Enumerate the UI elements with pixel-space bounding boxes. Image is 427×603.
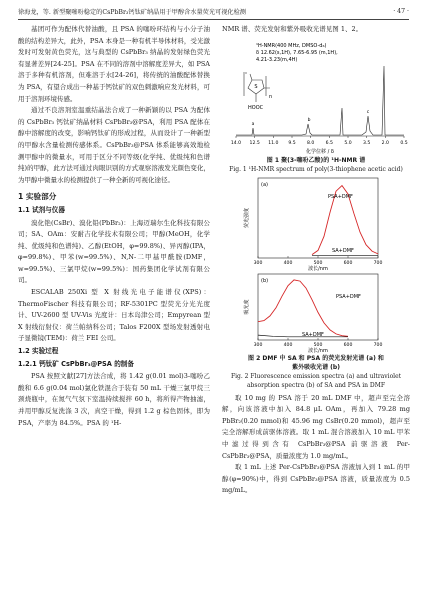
peak-label-a: a [251, 121, 255, 127]
x-tick-label: 9.5 [288, 140, 296, 146]
x-tick-label: 700 [373, 260, 383, 266]
header-rule [18, 19, 409, 20]
subsubsection-heading: 1.2.1 钙钛矿 CsPbBr₃@PSA 的制备 [18, 359, 134, 368]
caption-cn-line2: 紫外吸收光谱 (b) [292, 363, 340, 371]
x-tick-label: 600 [343, 342, 353, 348]
x-tick-labels [231, 136, 408, 146]
x-tick-label: 500 [313, 260, 323, 266]
x-tick-label: 500 [313, 342, 323, 348]
running-title: 徐海龙，等. 新型聚噻吩稳定的CsPbBr₃钙钛矿纳晶用于甲醇含水量荧光可视化检测 [18, 8, 246, 16]
x-tick-label: 600 [343, 260, 353, 266]
x-tick-label: 0.5 [400, 140, 408, 146]
x-tick-label: 14.0 [230, 140, 242, 146]
nmr-spectrum [222, 36, 410, 156]
running-header [18, 4, 409, 18]
legend-top-b: PSA+DMF [336, 293, 361, 300]
caption-cn: 图 1 聚(3-噻吩乙酸)的 ¹H-NMR 谱 [266, 156, 366, 164]
panel-a-ylabel: 荧光强度 [244, 207, 250, 228]
figure-1-caption [222, 156, 410, 174]
x-axis-label: 化学位移 / δ [306, 148, 334, 155]
paragraph: 溴化铯(CsBr)、溴化铅(PbBr₂)：上海迈瑞尔生化科技有限公司；SA、OAm：安耐吉化学技术有限公司；甲醇(MeOH，化学纯、优级纯和色谱纯)、乙醇(EtOH，φ=99.8%)、异丙醇(IPA，φ=99.8%)、甲苯(w=99.5%)、N,N-二甲基甲酰胺(DMF，w=99.5%)、三氯甲烷(w=99.5%)：国药集团化学试剂有限公司。 [18, 218, 210, 285]
paragraph: 取 10 mg 的 PSA 溶于 20 mL DMF 中，超声至完全溶解，向该溶液中加入 84.8 μL OAm，再加入 79.28 mg PbBr₂(0.20 mmol)和 45.96 mg CsBr(0.20 mmol)，超声至完全溶解形成前驱体溶液。取 1 mL 混合溶液加入 10 mL 甲苯中滤过得到含有 CsPbBr₃@PSA 前驱溶液 Per-CsPbBr₃@PSA，质量浓度为 1.0 mg/mL。 [222, 393, 410, 460]
x-tick-label: 5.0 [344, 140, 352, 146]
paragraph: ESCALAB 250Xi 型 X 射线光电子能谱仪(XPS)：ThermoFischer 科技有限公司；RF-5301PC 型荧光分光光度计、UV-2600 型 UV-Vis 光度计：日本岛津公司；Empyrean 型 X 射线衍射仪：荷兰帕纳科公司；Talos F200X 型场发射透射电子显微镜(TEM)：荷兰 FEI 公司。 [18, 288, 210, 343]
nmr-trace [236, 66, 404, 135]
paragraph: PSA 按照文献[27]方法合成，将 1.42 g(0.01 mol)3-噻吩乙酸和 6.6 g(0.04 mol)氯化铁混合于装有 50 mL 干燥三氯甲烷三颈烧瓶中，在氮气气氛下室温持续搅拌 60 h，将所得产物抽滤，并用甲醇反复洗涤 3 次，真空干燥，得到 1.2 g 棕色固体，即为 PSA，产率为 84.5%。PSA 的 ¹H- [18, 372, 210, 427]
figure-1 [222, 36, 410, 156]
paragraph: 通过不良溶剂室温重结晶法合成了一种新颖的以 PSA 为配体的 CsPbBr₃ 钙钛矿纳晶材料 CsPbBr₃@PSA，利用 PSA 配体在醇中溶解度的改变，影响钙钛矿的形成过程，从而设计了一种新型的甲醇水含量检测传感体系。CsPbBr₃@PSA 体系能够高效地检测甲醇中的微量水，可用于区分不同等级(化学纯、优级纯和色谱纯)的甲醇，此方法可通过肉眼识别的方式观察溶液发光颜色变化，为甲醇中微量水的检测提供了一种全新的可视化途径。 [18, 106, 210, 184]
nmr-info-line: 4.21-3.23(m,4H) [256, 56, 298, 63]
page-number: · 47 · [393, 7, 409, 15]
x-tick-label: 700 [373, 342, 383, 348]
panel-b-ticks [254, 338, 383, 348]
panel-a-label: (a) [261, 181, 268, 188]
paragraph: 取 1 mL 上述 Per-CsPbBr₃@PSA 溶液加入到 1 mL 的甲醇(φ=90%)中，得到 CsPbBr₃@PSA 溶液，质量浓度为 0.5 mg/mL。 [222, 463, 410, 495]
caption-en-line2: absorption spectra (b) of SA and PSA in DMF [246, 381, 386, 389]
panel-a-xlabel: 波长/nm [308, 265, 328, 272]
panel-b-ylabel: 吸光度 [244, 299, 250, 315]
x-tick-label: 12.5 [249, 140, 260, 146]
panel-b-label: (b) [261, 277, 269, 284]
legend-bottom-b: SA+DMF [302, 331, 324, 338]
caption-en-line1: Fig. 2 Fluorescence emission spectra (a) and ultraviolet [230, 372, 402, 380]
panel-b-xlabel: 波长/nm [308, 347, 328, 354]
left-column [18, 24, 210, 429]
x-tick-label: 2.0 [381, 140, 389, 146]
x-tick-label: 11.0 [268, 140, 279, 146]
x-tick-label: 400 [283, 342, 293, 348]
x-tick-label: 6.5 [325, 140, 333, 146]
figure-2 [222, 174, 410, 354]
panel-a-frame [258, 178, 378, 258]
figure-2-caption [222, 354, 410, 390]
nmr-info-line: δ 12.62(s,1H), 7.65-6.95 (m,1H), [256, 49, 338, 56]
x-tick-label: 8.0 [307, 140, 315, 146]
nmr-info-line: ¹H-NMR(400 MHz, DMSO-d₆) [256, 42, 327, 49]
paragraph: 基团可作为配体代替油酸，且 PSA 的噻吩环结构与小分子油酸的结构差异大，此外，PSA 本身是一种有机半导体材料，受光激发时可发射黄色荧光，这与典型的 CsPbBr₃ 纳晶的发射绿色荧光有显著差异[24-25]。PSA 在不同的溶剂中溶解度差异大，如 PSA 溶于多种有机溶剂，但难溶于水[24-26]，将传统的油酸配体替换为 PSA，有望合成出一种基于钙钛矿的双色刺激响应发光材料，可用于溶剂环境传感。 [18, 25, 210, 103]
panel-b-series [258, 279, 348, 336]
s-label: S [254, 83, 258, 90]
peak-label-c: c [366, 109, 370, 115]
x-tick-label: 300 [253, 342, 263, 348]
legend-bottom: SA+DMF [332, 247, 354, 254]
spectra-chart [222, 174, 410, 354]
subsection-heading: 1.1 试剂与仪器 [18, 205, 65, 214]
peak-label-b: b [307, 117, 311, 123]
right-column [222, 24, 410, 497]
x-tick-label: 300 [253, 260, 263, 266]
n-label: n [269, 93, 273, 100]
series-line-psa [258, 279, 348, 335]
subsection-heading: 1.2 实验过程 [18, 347, 59, 356]
paragraph: NMR 谱、荧光发射和紫外吸收光谱见图 1、2。 [222, 25, 363, 33]
section-heading: 1 实验部分 [18, 192, 57, 202]
caption-en: Fig. 1 ¹H-NMR spectrum of poly(3-thiophene acetic acid) [229, 165, 403, 173]
cooh-label: HOOC [248, 104, 264, 111]
x-tick-label: 3.5 [363, 140, 371, 146]
panel-a-ticks [254, 256, 383, 266]
caption-cn-line1: 图 2 DMF 中 SA 和 PSA 的荧光发射光谱 (a) 和 [248, 354, 384, 362]
x-tick-label: 400 [283, 260, 293, 266]
legend-top: PSA+DMF [328, 193, 353, 200]
